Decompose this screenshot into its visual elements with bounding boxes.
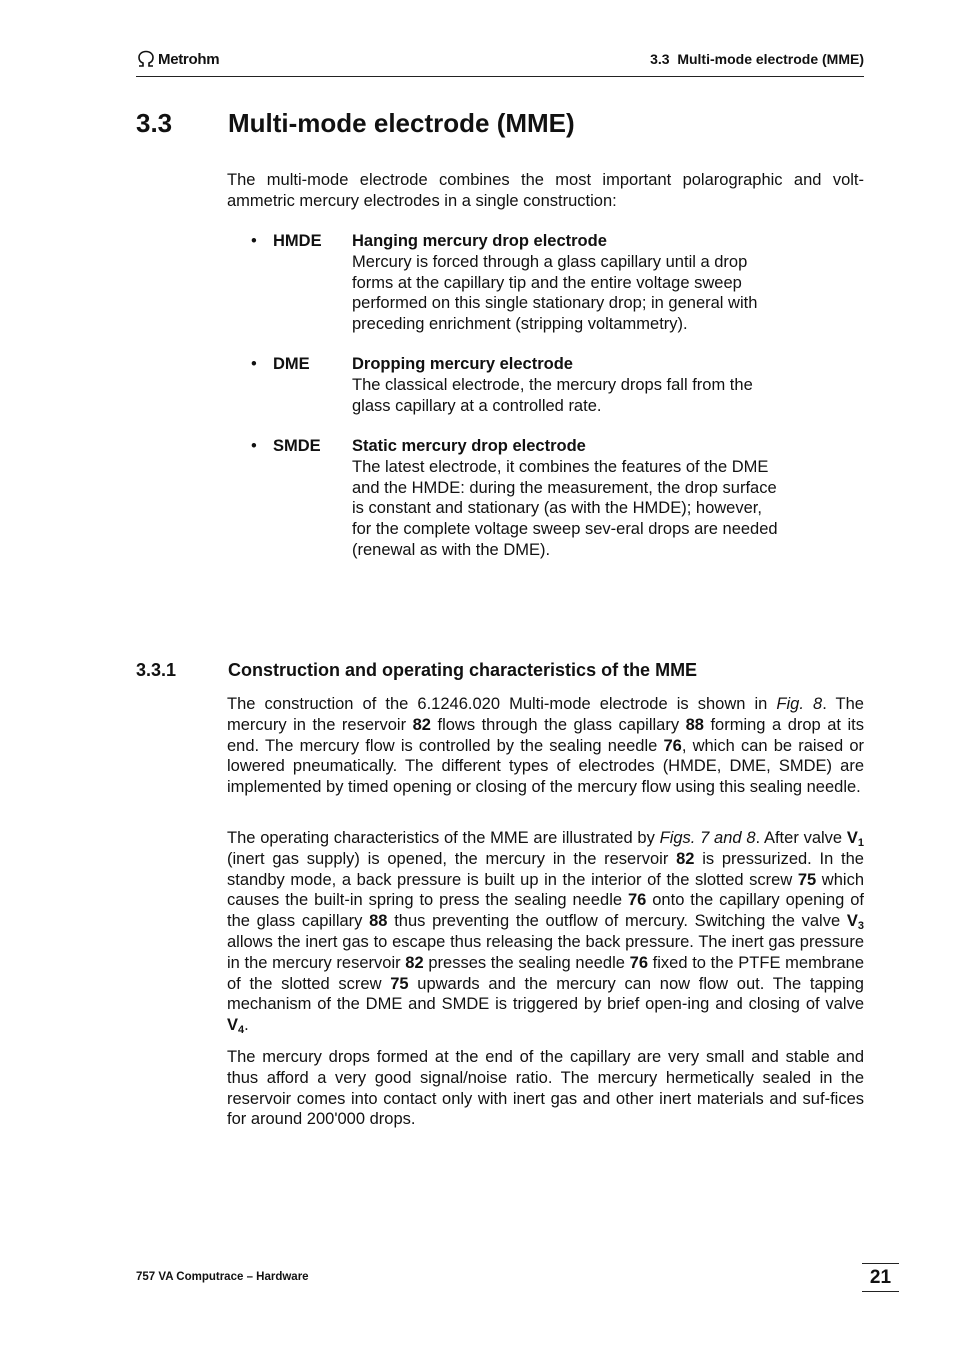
bullet-icon: •: [251, 437, 257, 455]
electrode-description: [352, 231, 782, 335]
page-number: 21: [862, 1263, 899, 1292]
part-number: 76: [629, 953, 648, 972]
electrode-text: The latest electrode, it combines the features of the DME and the HMDE: during the measurement, the drop surface is constant and stationary (as with the HMDE); however, for the complete voltage sweep sev-eral drops are needed (renewal as with the DME).: [352, 457, 778, 559]
omega-logo-icon: [136, 50, 156, 68]
intro-paragraph: The multi-mode electrode combines the most important polarographic and volt-ammetric mercury electrodes in a single construction:: [227, 171, 864, 210]
section-title: Multi-mode electrode (MME): [228, 108, 575, 138]
drops-paragraph: The mercury drops formed at the end of the capillary are very small and stable and thus afford a very good signal/noise ratio. The mercury hermetically sealed in the reservoir comes into contact only with inert gas and other inert materials and suf-fices for around 200'000 drops.: [227, 1048, 864, 1129]
header-divider: [136, 76, 864, 77]
part-number: 82: [405, 953, 424, 972]
part-number: 88: [369, 912, 388, 931]
subsection-title: Construction and operating characteristics of the MME: [228, 660, 698, 680]
electrode-title: Hanging mercury drop electrode: [352, 232, 607, 250]
electrode-title: Dropping mercury electrode: [352, 355, 573, 373]
logo-text: Metrohm: [158, 50, 220, 68]
section-number: 3.3: [136, 108, 173, 138]
figure-reference: Figs. 7 and 8: [659, 829, 756, 847]
part-number: 76: [627, 891, 647, 910]
electrode-description: [352, 436, 782, 561]
part-number: 75: [390, 974, 409, 993]
electrode-term: HMDE: [273, 232, 322, 250]
bullet-icon: •: [251, 355, 257, 373]
part-number: 82: [412, 715, 431, 734]
electrode-term: SMDE: [273, 437, 321, 455]
metrohm-logo: [136, 50, 219, 68]
running-header-title: 3.3 Multi-mode electrode (MME): [650, 51, 864, 67]
part-number: 76: [663, 736, 682, 755]
figure-reference: Fig. 8: [776, 695, 823, 713]
operating-paragraph: The operating characteristics of the MME are illustrated by Figs. 7 and 8. After valve $V_1$ (inert gas supply) is opened, the mercury in the reservoir 82 is pressurized. In the standby mode, a back pressure is built up in the interior of the slotted screw 75 which causes the built-in spring to press the sealing needle 76 onto the capillary opening of the glass capillary 88 thus preventing the outflow of mercury. Switching the valve $V_3$ allows the inert gas to escape thus releasing the back pressure. The inert gas pressure in the mercury reservoir 82 presses the sealing needle 76 fixed to the PTFE membrane of the slotted screw 75 upwards and the mercury can now flow out. The tapping mechanism of the DME and SMDE is triggered by brief open-ing and closing of valve $V_4$.: [227, 829, 865, 1037]
electrode-term: DME: [273, 355, 310, 373]
electrode-text: Mercury is forced through a glass capillary until a drop forms at the capillary tip and the entire voltage sweep performed on this single stationary drop; in general with preceding enrichment (stripping voltammetry).: [352, 252, 758, 334]
part-number: 75: [797, 870, 817, 889]
valve-label: $V_4$: [227, 1016, 245, 1037]
electrode-description: [352, 354, 782, 416]
electrode-text: The classical electrode, the mercury drops fall from the glass capillary at a controlled rate.: [352, 375, 753, 415]
construction-paragraph: The construction of the 6.1246.020 Multi-mode electrode is shown in Fig. 8. The mercury in the reservoir 82 flows through the glass capillary 88 forming a drop at its end. The mercury flow is controlled by the sealing needle 76, which can be raised or lowered pneumatically. The different types of electrodes (HMDE, DME, SMDE) are implemented by timed opening or closing of the mercury flow using this sealing needle.: [227, 695, 865, 797]
subsection-number: 3.3.1: [136, 660, 177, 680]
bullet-icon: •: [251, 232, 257, 250]
footer-document-title: 757 VA Computrace – Hardware: [136, 1271, 309, 1283]
part-number: 88: [685, 715, 704, 734]
part-number: 82: [676, 849, 695, 868]
valve-label: $V_1$: [846, 829, 864, 849]
valve-label: $V_3$: [846, 912, 864, 933]
electrode-title: Static mercury drop electrode: [352, 437, 586, 455]
